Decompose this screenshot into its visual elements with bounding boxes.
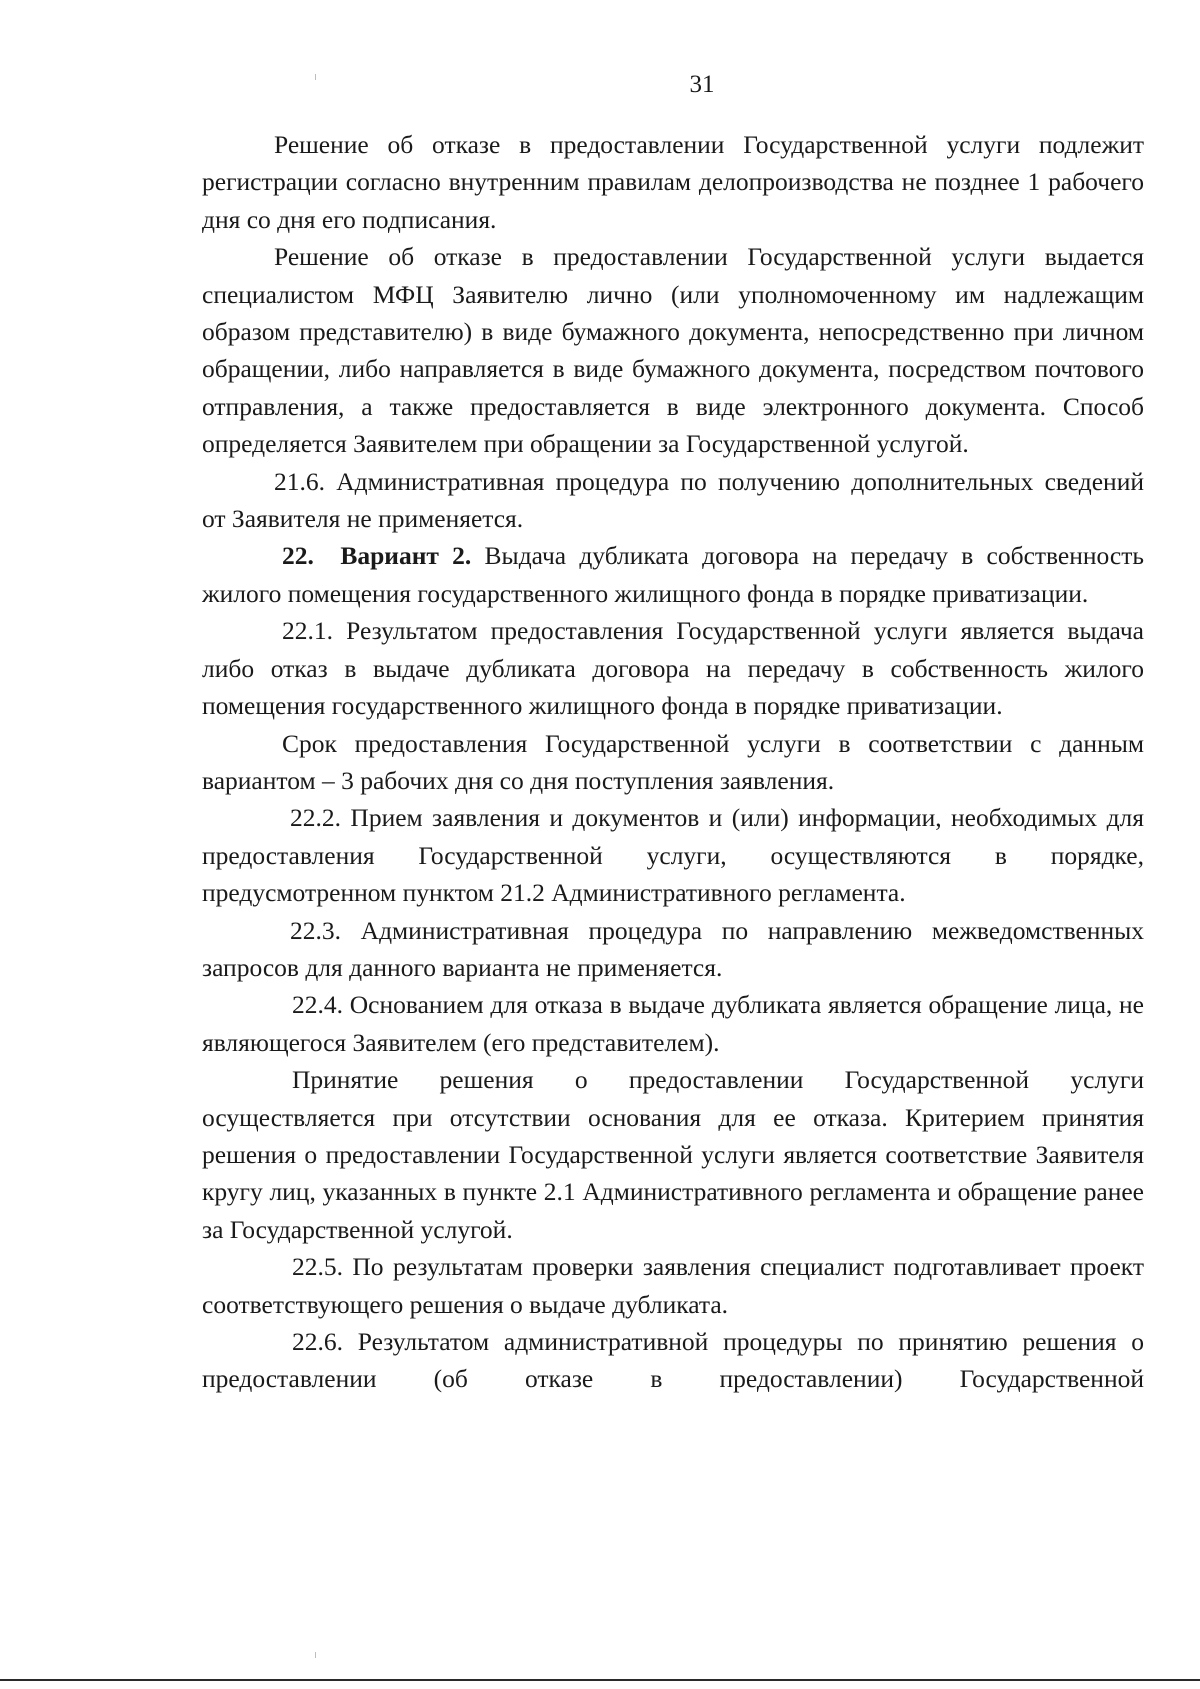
paragraph-22-1: 22.1. Результатом предоставления Государственной услуги является выдача либо отказ в выдаче дубликата договора на передачу в собственность жилого помещения государственного жилищного фонда в порядке приватизации. [202, 616, 1144, 721]
paragraph-22-3: 22.3. Административная процедура по направлению межведомственных запросов для данного варианта не применяется. [202, 915, 1144, 982]
paragraph-21-6: 21.6. Административная процедура по получению дополнительных сведений от Заявителя не применяется. [202, 466, 1144, 534]
page-number: 31 [689, 71, 715, 98]
paragraph-22-5: 22.5. По результатам проверки заявления специалист подготавливает проект соответствующего решения о выдаче дубликата. [202, 1252, 1144, 1319]
paragraph-22-6: 22.6. Результатом административной процедуры по принятию решения о предоставлении (об отказе в предоставлении) Государственной [202, 1327, 1144, 1394]
paragraph-22-4: 22.4. Основанием для отказа в выдаче дубликата является обращение лица, не являющегося Заявителем (его представителем). [202, 990, 1144, 1057]
page-bottom-rule [0, 1679, 1200, 1681]
document-body [202, 126, 1144, 1398]
variant-label: Вариант 2. [340, 541, 472, 571]
paragraph-decision-criteria: Принятие решения о предоставлении Государственной услуги осуществляется при отсутствии основания для ее отказа. Критерием принятия решения о предоставлении Государственной услуги является соответствие Заявителя кругу лиц, указанных в пункте 2.1 Административного регламента и обращение ранее за Государственной услугой. [202, 1065, 1144, 1244]
paragraph-22-variant-2 [202, 537, 1144, 612]
paragraph-service-term: Срок предоставления Государственной услуги в соответствии с данным вариантом – 3 рабочих дня со дня поступления заявления. [202, 728, 1144, 795]
paragraph-refusal-registration: Решение об отказе в предоставлении Государственной услуги подлежит регистрации согласно внутренним правилам делопроизводства не позднее 1 рабочего дня со дня его подписания. [202, 130, 1144, 234]
section-number: 22. [282, 541, 314, 571]
variant-description: Выдача дубликата договора на передачу в собственность жилого помещения государственного жилищного фонда в порядке приватизации. [202, 541, 1145, 608]
paragraph-refusal-issuance: Решение об отказе в предоставлении Государственной услуги выдается специалистом МФЦ Заявителю лично (или уполномоченному им надлежащим образом представителю) в виде бумажного документа, непосредственно при личном обращении, либо направляется в виде бумажного документа, посредством почтового отправления, а также предоставляется в виде электронного документа. Способ определяется Заявителем при обращении за Государственной услугой. [202, 242, 1144, 459]
scan-mark-bottom [315, 1652, 316, 1658]
paragraph-22-2: 22.2. Прием заявления и документов и (или) информации, необходимых для предоставления Государственной услуги, осуществляются в порядке, предусмотренном пунктом 21.2 Административного регламента. [202, 803, 1144, 908]
